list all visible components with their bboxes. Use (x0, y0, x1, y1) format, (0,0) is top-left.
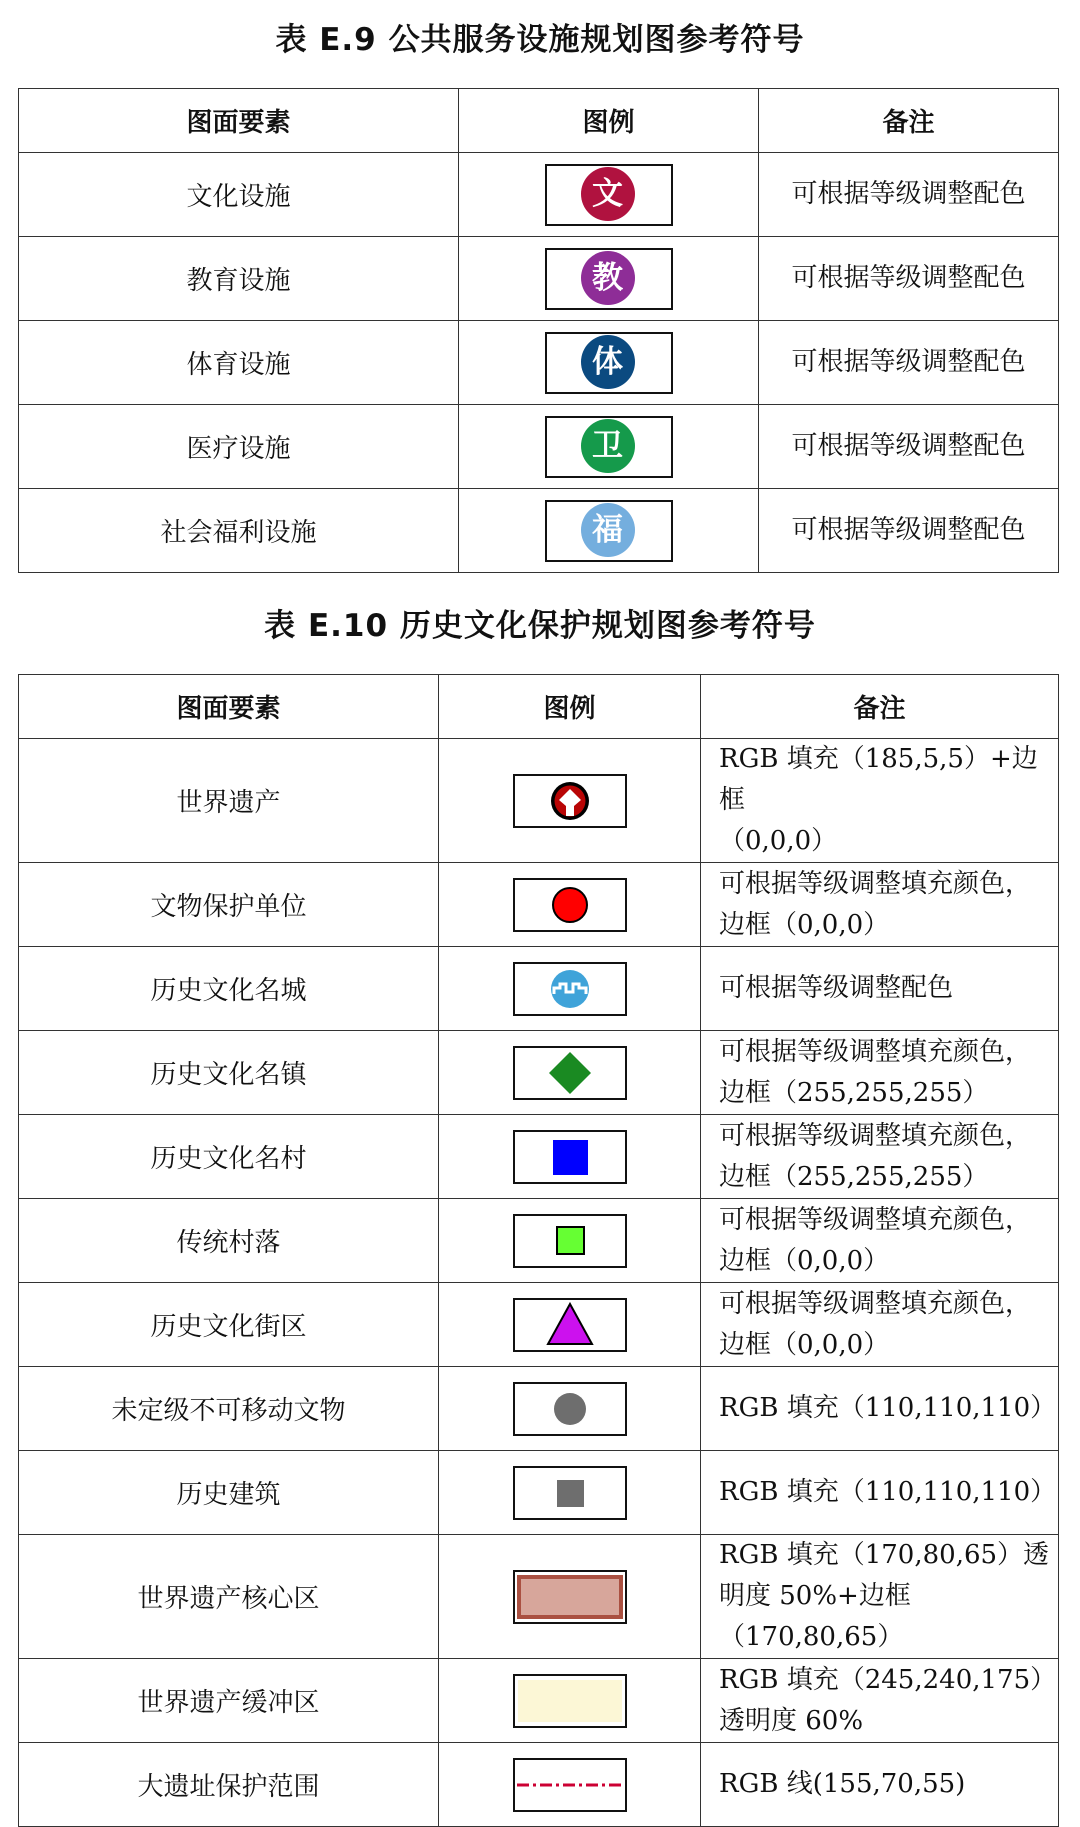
table-row (19, 1535, 1059, 1659)
element-cell: 历史建筑 (19, 1451, 439, 1535)
header-note: 备注 (759, 89, 1059, 153)
legend-cell (439, 1199, 701, 1283)
legend-cell (439, 1451, 701, 1535)
note-cell: 可根据等级调整配色 (759, 237, 1059, 321)
table-row (19, 947, 1059, 1031)
element-cell: 世界遗产 (19, 739, 439, 863)
note-line: 边框（255,255,255） (719, 1077, 989, 1108)
table-row (19, 1743, 1059, 1827)
table-row (19, 237, 1059, 321)
legend-cell (439, 1743, 701, 1827)
note-cell (701, 1743, 1059, 1827)
header-legend: 图例 (439, 675, 701, 739)
culture-icon: 文 (581, 167, 635, 221)
table-row (19, 863, 1059, 947)
header-legend: 图例 (459, 89, 759, 153)
table-e10 (18, 674, 1059, 1827)
legend-cell (459, 489, 759, 573)
legend-cell (459, 237, 759, 321)
note-line: 可根据等级调整填充颜色， (719, 1204, 1032, 1235)
note-cell (701, 1535, 1059, 1659)
table-e10-title-text: 历史文化保护规划图参考符号 (399, 608, 816, 644)
core-zone-icon (519, 1577, 621, 1617)
note-line: 边框（0,0,0） (719, 1245, 890, 1276)
note-cell: 可根据等级调整配色 (759, 489, 1059, 573)
circle-icon (553, 888, 587, 922)
note-cell (701, 947, 1059, 1031)
element-cell: 文化设施 (19, 153, 459, 237)
table-header-row (19, 675, 1059, 739)
note-cell (701, 1283, 1059, 1367)
sports-symbol (545, 332, 673, 394)
legend-cell (459, 153, 759, 237)
element-cell: 大遗址保护范围 (19, 1743, 439, 1827)
traditional-village-symbol (513, 1214, 627, 1268)
buffer-zone-icon (518, 1680, 622, 1722)
table-row (19, 1659, 1059, 1743)
culture-symbol (545, 164, 673, 226)
element-cell: 历史文化名村 (19, 1115, 439, 1199)
unrated-relic-symbol (513, 1382, 627, 1436)
note-line: 边框（255,255,255） (719, 1161, 989, 1192)
header-element: 图面要素 (19, 89, 459, 153)
medical-icon: 卫 (581, 419, 635, 473)
note-line: RGB 填充（185,5,5）+边框 (719, 744, 1038, 815)
note-cell: 可根据等级调整配色 (759, 405, 1059, 489)
legend-cell (439, 1115, 701, 1199)
note-line: RGB 线(155,70,55) (719, 1769, 966, 1799)
historic-block-symbol (513, 1298, 627, 1352)
legend-cell (439, 1283, 701, 1367)
note-line: RGB 填充（245,240,175） (719, 1664, 1057, 1695)
legend-cell (439, 863, 701, 947)
note-line: 边框（0,0,0） (719, 909, 890, 940)
note-cell (701, 863, 1059, 947)
note-cell: 可根据等级调整配色 (759, 321, 1059, 405)
table-row (19, 1367, 1059, 1451)
note-cell (701, 739, 1059, 863)
legend-cell (439, 1031, 701, 1115)
note-cell (701, 1659, 1059, 1743)
education-icon: 教 (581, 251, 635, 305)
legend-cell (459, 321, 759, 405)
note-line: 可根据等级调整填充颜色， (719, 1120, 1032, 1151)
education-symbol (545, 248, 673, 310)
grey-square-icon (557, 1480, 584, 1507)
note-cell (701, 1451, 1059, 1535)
buffer-zone-symbol (513, 1674, 627, 1728)
element-cell: 体育设施 (19, 321, 459, 405)
historic-city-symbol (513, 962, 627, 1016)
table-row (19, 1283, 1059, 1367)
table-e10-title (0, 600, 1080, 645)
protected-unit-symbol (513, 878, 627, 932)
welfare-symbol (545, 500, 673, 562)
element-cell: 文物保护单位 (19, 863, 439, 947)
element-cell: 世界遗产核心区 (19, 1535, 439, 1659)
legend-cell (439, 1659, 701, 1743)
table-row (19, 489, 1059, 573)
note-cell (701, 1199, 1059, 1283)
diamond-icon (549, 1052, 591, 1094)
table-row (19, 1199, 1059, 1283)
table-row (19, 1451, 1059, 1535)
legend-cell (439, 947, 701, 1031)
table-e10-title-prefix: 表 E.10 (264, 608, 389, 644)
legend-cell (459, 405, 759, 489)
triangle-icon (548, 1304, 592, 1344)
element-cell: 历史文化名城 (19, 947, 439, 1031)
table-row (19, 1031, 1059, 1115)
legend-cell (439, 1535, 701, 1659)
note-line: 透明度 60% (719, 1705, 864, 1736)
element-cell: 医疗设施 (19, 405, 459, 489)
core-zone-symbol (513, 1570, 627, 1624)
table-e9-title (0, 14, 1080, 59)
table-e9-title-prefix: 表 E.9 (275, 22, 377, 58)
element-cell: 未定级不可移动文物 (19, 1367, 439, 1451)
note-line: RGB 填充（170,80,65）透 (719, 1540, 1050, 1570)
note-cell (701, 1031, 1059, 1115)
legend-cell (439, 739, 701, 863)
element-cell: 历史文化街区 (19, 1283, 439, 1367)
table-header-row (19, 89, 1059, 153)
note-line: RGB 填充（110,110,110） (719, 1393, 1057, 1423)
site-range-symbol (513, 1758, 627, 1812)
element-cell: 历史文化名镇 (19, 1031, 439, 1115)
element-cell: 传统村落 (19, 1199, 439, 1283)
note-line: 可根据等级调整填充颜色， (719, 1288, 1032, 1319)
historic-town-symbol (513, 1046, 627, 1100)
small-square-icon (557, 1227, 584, 1254)
note-line: 明度 50%+边框（170,80,65） (719, 1581, 911, 1652)
table-e9-title-text: 公共服务设施规划图参考符号 (388, 22, 805, 58)
table-row (19, 321, 1059, 405)
note-cell (701, 1115, 1059, 1199)
historic-village-symbol (513, 1130, 627, 1184)
note-line: 可根据等级调整填充颜色， (719, 1036, 1032, 1067)
element-cell: 教育设施 (19, 237, 459, 321)
table-row (19, 405, 1059, 489)
note-line: （0,0,0） (719, 826, 838, 856)
note-cell: 可根据等级调整配色 (759, 153, 1059, 237)
element-cell: 社会福利设施 (19, 489, 459, 573)
note-line: RGB 填充（110,110,110） (719, 1477, 1057, 1507)
welfare-icon: 福 (581, 503, 635, 557)
note-line: 可根据等级调整填充颜色， (719, 868, 1032, 899)
table-row (19, 1115, 1059, 1199)
historic-building-symbol (513, 1466, 627, 1520)
header-note: 备注 (701, 675, 1059, 739)
grey-circle-icon (554, 1393, 586, 1425)
element-cell: 世界遗产缓冲区 (19, 1659, 439, 1743)
medical-symbol (545, 416, 673, 478)
note-cell (701, 1367, 1059, 1451)
table-row (19, 153, 1059, 237)
table-row (19, 739, 1059, 863)
sports-icon: 体 (581, 335, 635, 389)
legend-cell (439, 1367, 701, 1451)
note-line: 边框（0,0,0） (719, 1329, 890, 1360)
world-heritage-symbol (513, 774, 627, 828)
table-e9 (18, 88, 1059, 573)
note-line: 可根据等级调整配色 (719, 973, 954, 1003)
header-element: 图面要素 (19, 675, 439, 739)
square-icon (553, 1140, 588, 1175)
